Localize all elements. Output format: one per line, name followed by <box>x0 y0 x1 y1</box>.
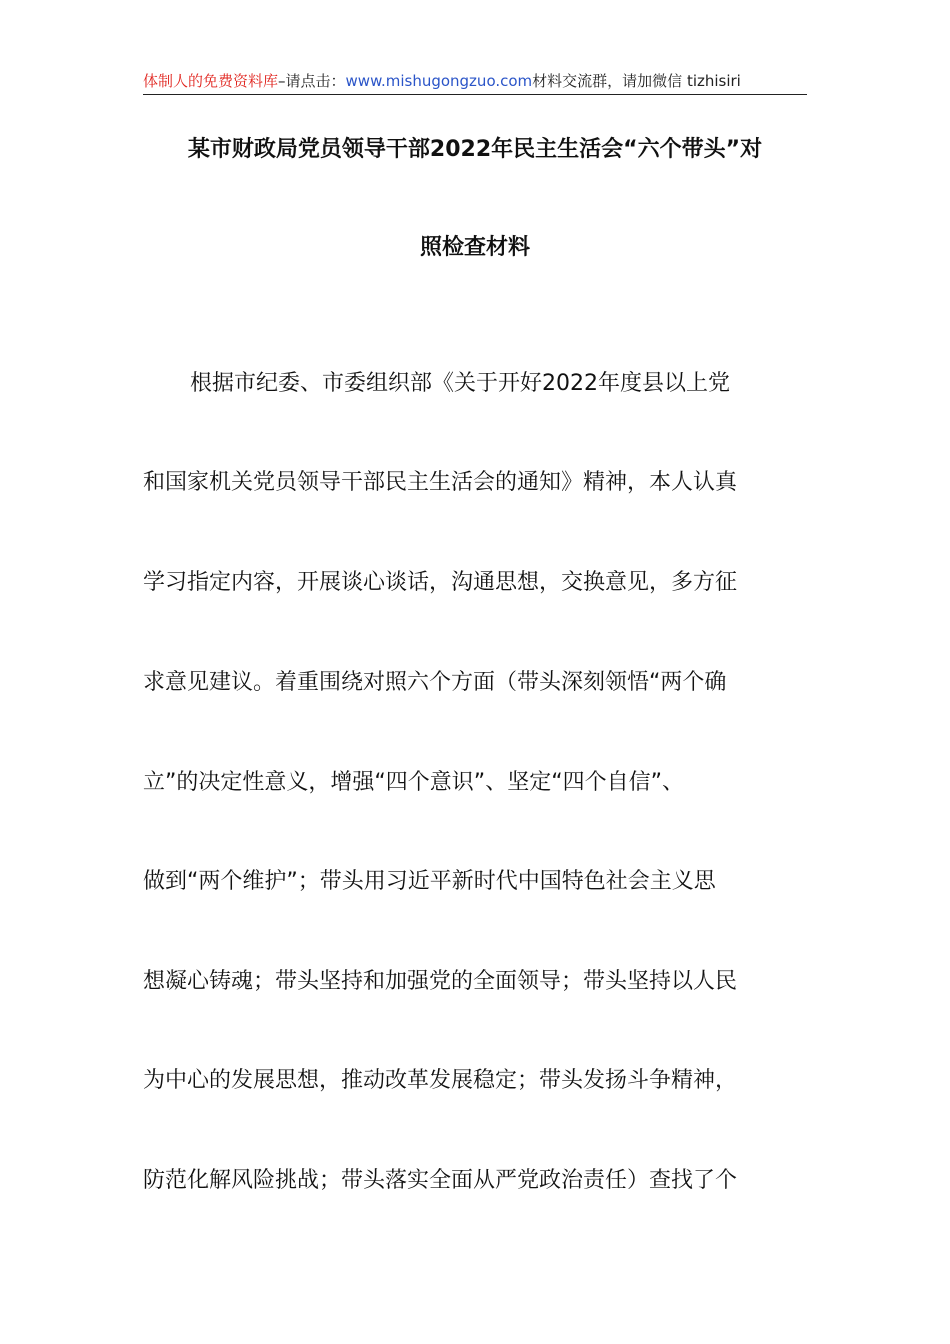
body-text-line: 做到“两个维护”；带头用习近平新时代中国特色社会主义思 <box>143 869 716 894</box>
body-text-line: 和国家机关党员领导干部民主生活会的通知》精神，本人认真 <box>143 470 738 495</box>
header-url-link[interactable]: www.mishugongzuo.com <box>345 72 533 90</box>
document-title-line-2: 照检查材料 <box>419 235 530 260</box>
header-prompt: –请点击： <box>278 72 346 90</box>
body-text-line: 防范化解风险挑战；带头落实全面从严党政治责任）查找了个 <box>143 1168 738 1193</box>
header-brand: 体制人的免费资料库 <box>143 72 279 90</box>
body-text-line: 立”的决定性意义，增强“四个意识”、坚定“四个自信”、 <box>143 770 684 795</box>
body-text-line: 根据市纪委、市委组织部《关于开好2022年度县以上党 <box>190 371 730 396</box>
body-text-line: 想凝心铸魂；带头坚持和加强党的全面领导；带头坚持以人民 <box>143 969 738 994</box>
body-text-line: 求意见建议。着重围绕对照六个方面（带头深刻领悟“两个确 <box>143 670 727 695</box>
header-group-text: 材料交流群，请加微信 tizhisiri <box>532 72 741 90</box>
page-header <box>143 68 807 95</box>
body-text-line: 学习指定内容，开展谈心谈话，沟通思想，交换意见，多方征 <box>143 570 738 595</box>
document-title-line-1: 某市财政局党员领导干部2022年民主生活会“六个带头”对 <box>187 137 763 162</box>
body-text-line: 为中心的发展思想，推动改革发展稳定；带头发扬斗争精神， <box>143 1068 738 1093</box>
